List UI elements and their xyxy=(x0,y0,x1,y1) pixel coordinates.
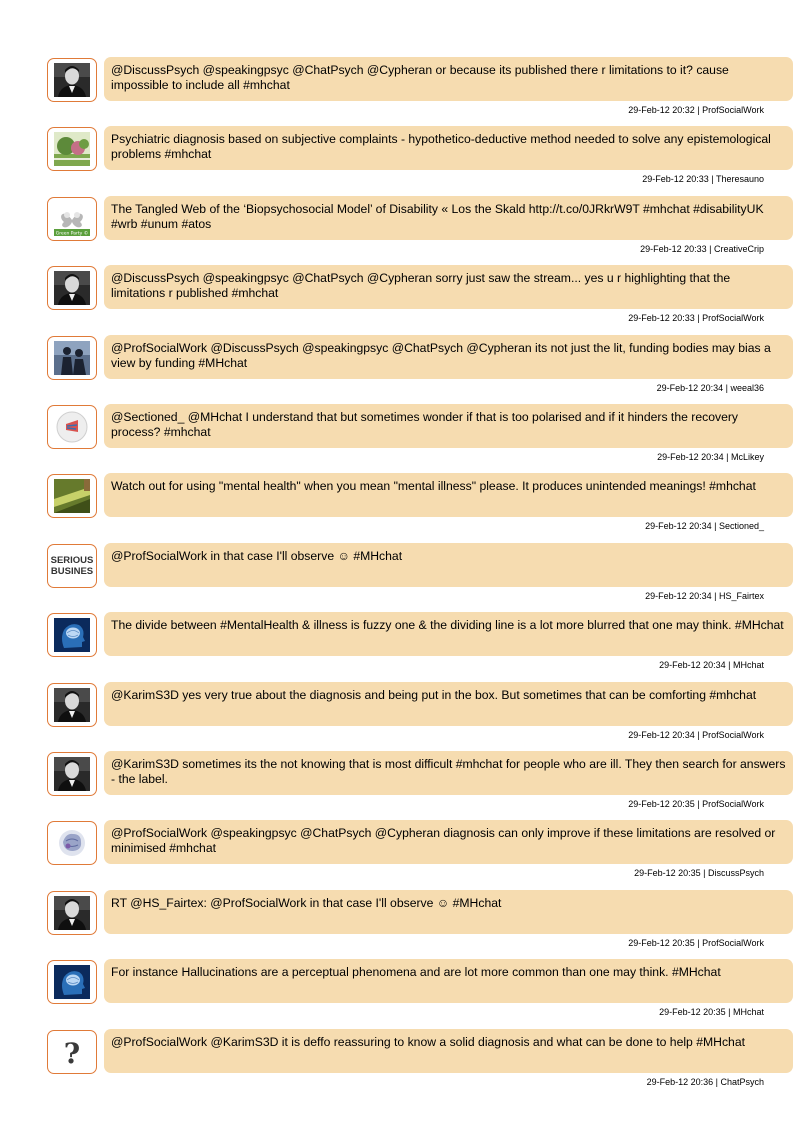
tweet-timestamp-author: 29-Feb-12 20:33 | Theresauno xyxy=(642,174,764,185)
tweet-timestamp-author: 29-Feb-12 20:35 | DiscussPsych xyxy=(634,868,764,879)
badge-logo-icon xyxy=(54,410,90,444)
brain-head-icon xyxy=(54,618,90,652)
tweet-item xyxy=(47,604,784,674)
tweet-item xyxy=(47,535,764,605)
tweet-item xyxy=(47,188,764,258)
svg-text:?: ? xyxy=(63,1036,81,1070)
svg-text:SERIOUS: SERIOUS xyxy=(50,554,94,566)
man-portrait-icon xyxy=(54,63,90,97)
avatar[interactable] xyxy=(47,474,97,518)
man-portrait-icon xyxy=(54,688,90,722)
tweet-timestamp-author: 29-Feb-12 20:33 | ProfSocialWork xyxy=(628,313,764,324)
avatar[interactable] xyxy=(47,613,97,657)
man-portrait-icon xyxy=(54,271,90,305)
tweet-timestamp-author: 29-Feb-12 20:34 | Sectioned_ xyxy=(645,521,764,532)
avatar[interactable] xyxy=(47,891,97,935)
man-portrait-icon xyxy=(54,757,90,791)
tweet-timestamp-author: 29-Feb-12 20:35 | ProfSocialWork xyxy=(628,799,764,809)
garden-photo-icon xyxy=(54,132,90,166)
tweet-text: @DiscussPsych @speakingpsyc @ChatPsych @Cypheran sorry just saw the stream... yes u r highlighting that the limitations r published #mhchat xyxy=(104,265,793,309)
tweet-item xyxy=(47,118,771,188)
field-photo-icon xyxy=(54,479,90,513)
tweet-timestamp-author: 29-Feb-12 20:32 | ProfSocialWork xyxy=(628,105,764,115)
tweet-item xyxy=(47,812,776,882)
tweet-text: Psychiatric diagnosis based on subjective complaints - hypothetico-deductive method needed to solve any epistemological problems #mhchat xyxy=(104,126,793,170)
tweet-timestamp-author: 29-Feb-12 20:35 | ProfSocialWork xyxy=(628,937,764,948)
avatar[interactable] xyxy=(47,752,97,796)
avatar[interactable] xyxy=(47,405,97,449)
tweet-timestamp-author: 29-Feb-12 20:33 | CreativeCrip xyxy=(640,243,764,254)
tweet-item xyxy=(47,882,764,952)
brain-head-icon xyxy=(54,965,90,999)
tweet-text: @ProfSocialWork in that case I'll observe ☺ #MHchat xyxy=(104,543,793,587)
tweet-text: For instance Hallucinations are a perceptual phenomena and are lot more common than one may think. #MHchat xyxy=(104,959,793,1003)
silhouettes-photo-icon xyxy=(54,341,90,375)
tweet-text: @ProfSocialWork @speakingpsyc @ChatPsych @Cypheran diagnosis can only improve if these limitations are resolved or minimised #mhchat xyxy=(104,820,793,864)
avatar[interactable] xyxy=(47,683,97,727)
question-mark-icon xyxy=(54,1035,90,1069)
avatar[interactable] xyxy=(47,127,97,171)
tweet-timestamp-author: 29-Feb-12 20:34 | weeal36 xyxy=(656,382,764,393)
green-party-logo-icon xyxy=(54,202,90,236)
tweet-timestamp-author: 29-Feb-12 20:34 | ProfSocialWork xyxy=(628,729,764,740)
tweet-timestamp-author: 29-Feb-12 20:35 | MHchat xyxy=(659,1007,764,1018)
tweet-item xyxy=(47,743,786,813)
brain-globe-icon xyxy=(54,826,90,860)
tweet-text: Watch out for using "mental health" when you mean "mental illness" please. It produces unintended meanings! #mhchat xyxy=(104,473,793,517)
tweet-text: @KarimS3D yes very true about the diagnosis and being put in the box. But sometimes that can be comforting #mhchat xyxy=(104,682,793,726)
serious-business-logo-icon xyxy=(50,549,94,583)
avatar[interactable] xyxy=(47,197,97,241)
tweet-item xyxy=(47,257,764,327)
tweet-timestamp-author: 29-Feb-12 20:34 | McLikey xyxy=(657,452,764,462)
tweet-timestamp-author: 29-Feb-12 20:36 | ChatPsych xyxy=(646,1076,764,1087)
tweet-text: @ProfSocialWork @DiscussPsych @speakingpsyc @ChatPsych @Cypheran its not just the lit, funding bodies may bias a view by funding #MHchat xyxy=(104,335,793,379)
avatar[interactable] xyxy=(47,58,97,102)
tweet-item xyxy=(47,396,764,466)
tweet-text: The Tangled Web of the ‘Biopsychosocial Model’ of Disability « Los the Skald http://t.co/0JRkrW9T #mhchat #disabilityUK #wrb #unum #atos xyxy=(104,196,793,240)
tweet-text: @DiscussPsych @speakingpsyc @ChatPsych @Cypheran or because its published there r limitations to it? cause impossible to include all #mhchat xyxy=(104,57,793,101)
tweet-item xyxy=(47,1021,764,1091)
tweet-item xyxy=(47,465,764,535)
tweet-item xyxy=(47,674,764,744)
tweet-item xyxy=(47,49,764,119)
tweet-item xyxy=(47,951,764,1021)
tweet-timestamp-author: 29-Feb-12 20:34 | MHchat xyxy=(659,660,764,671)
man-portrait-icon xyxy=(54,896,90,930)
tweet-item xyxy=(47,327,771,397)
green-party-caption: Green Party © xyxy=(55,231,89,237)
tweet-text: @ProfSocialWork @KarimS3D it is deffo reassuring to know a solid diagnosis and what can be done to help #MHchat xyxy=(104,1029,793,1073)
avatar[interactable] xyxy=(47,821,97,865)
avatar[interactable] xyxy=(47,960,97,1004)
tweet-text: @Sectioned_ @MHchat I understand that but sometimes wonder if that is too polarised and if it hinders the recovery process? #mhchat xyxy=(104,404,793,448)
avatar[interactable] xyxy=(47,336,97,380)
tweet-text: RT @HS_Fairtex: @ProfSocialWork in that case I'll observe ☺ #MHchat xyxy=(104,890,793,934)
avatar[interactable] xyxy=(47,1030,97,1074)
avatar[interactable] xyxy=(47,544,97,588)
tweet-text: The divide between #MentalHealth & illness is fuzzy one & the dividing line is a lot more blurred that one may think. #MHchat xyxy=(104,612,793,656)
tweet-text: @KarimS3D sometimes its the not knowing that is most difficult #mhchat for people who are ill. They then search for answers - the label. xyxy=(104,751,793,795)
svg-text:BUSINES: BUSINES xyxy=(50,565,94,577)
tweet-timestamp-author: 29-Feb-12 20:34 | HS_Fairtex xyxy=(645,590,764,601)
avatar[interactable] xyxy=(47,266,97,310)
